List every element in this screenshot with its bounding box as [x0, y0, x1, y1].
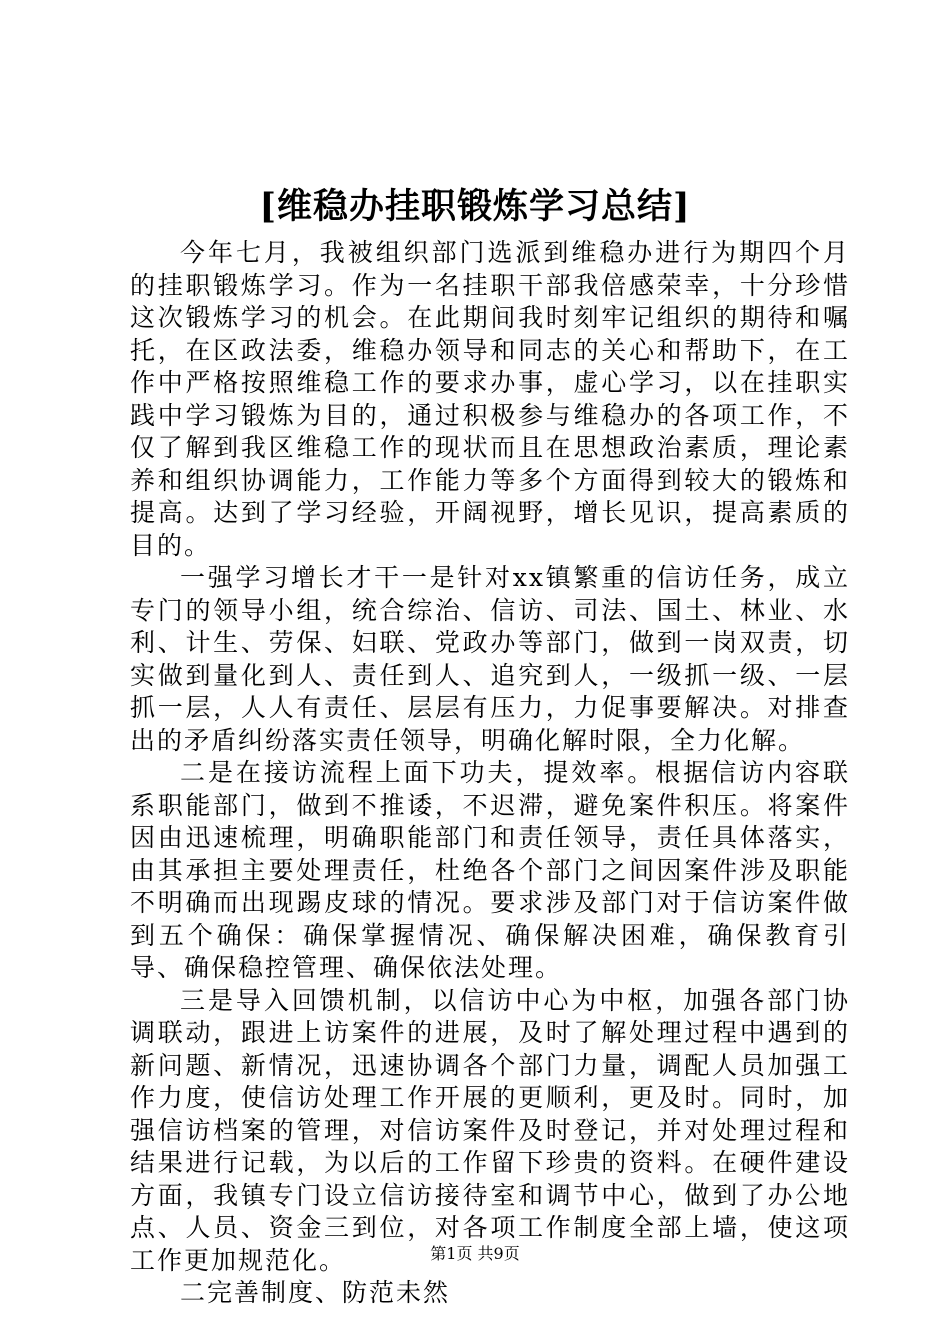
page-number-footer: 第1页 共9页	[430, 1244, 520, 1263]
paragraph-intro: 今年七月，我被组织部门选派到维稳办进行为期四个月的挂职锻炼学习。作为一名挂职干部我倍感荣幸，十分珍惜这次锻炼学习的机会。在此期间我时刻牢记组织的期待和嘱托，在区政法委，维稳办领导和同志的关心和帮助下，在工作中严格按照维稳工作的要求办事，虚心学习，以在挂职实践中学习锻炼为目的，通过积极参与维稳办的各项工作，不仅了解到我区维稳工作的现状而且在思想政治素质，理论素养和组织协调能力，工作能力等多个方面得到较大的锻炼和提高。达到了学习经验，开阔视野，增长见识，提高素质的目的。	[130, 238, 850, 560]
document-body	[130, 237, 850, 1310]
paragraph-point-one: 一强学习增长才干一是针对xx镇繁重的信访任务，成立专门的领导小组，统合综治、信访、司法、国土、林业、水利、计生、劳保、妇联、党政办等部门，做到一岗双责，切实做到量化到人、责任到人、追究到人，一级抓一级、一层抓一层，人人有责任、层层有压力，力促事要解决。对排查出的矛盾纠纷落实责任领导，明确化解时限，全力化解。	[130, 563, 850, 755]
section-heading-two: 二完善制度、防范未然	[180, 1278, 451, 1307]
document-title: [维稳办挂职锻炼学习总结]	[259, 186, 691, 227]
paragraph-point-two: 二是在接访流程上面下功夫，提效率。根据信访内容联系职能部门，做到不推诿，不迟滞，避免案件积压。将案件因由迅速梳理，明确职能部门和责任领导，责任具体落实，由其承担主要处理责任，杜绝各个部门之间因案件涉及职能不明确而出现踢皮球的情况。要求涉及部门对于信访案件做到五个确保：确保掌握情况、确保解决困难，确保教育引导、确保稳控管理、确保依法处理。	[130, 758, 850, 982]
paragraph-point-three: 三是导入回馈机制，以信访中心为中枢，加强各部门协调联动，跟进上访案件的进展，及时了解处理过程中遇到的新问题、新情况，迅速协调各个部门力量，调配人员加强工作力度，使信访处理工作开展的更顺利，更及时。同时，加强信访档案的管理，对信访案件及时登记，并对处理过程和结果进行记载，为以后的工作留下珍贵的资料。在硬件建设方面，我镇专门设立信访接待室和调节中心，做到了办公地点、人员、资金三到位，对各项工作制度全部上墙，使这项工作更加规范化。	[130, 985, 850, 1275]
